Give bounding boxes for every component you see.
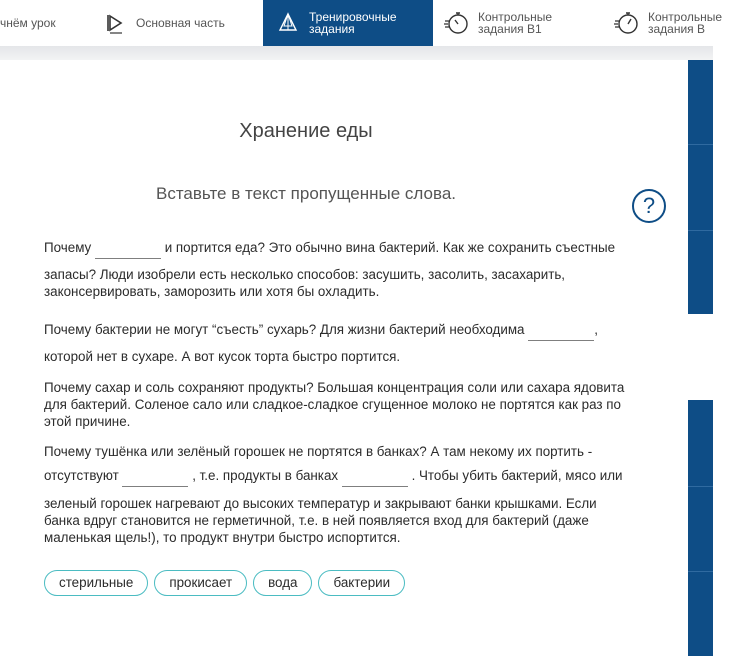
- paragraph-4: [44, 443, 670, 546]
- blank-3[interactable]: [122, 470, 188, 487]
- nav-item-control-b1[interactable]: [446, 0, 606, 46]
- task-instruction: Вставьте в текст пропущенные слова.: [156, 184, 456, 203]
- stopwatch-icon: [616, 12, 638, 34]
- nav-item-label: Контрольные задания В1: [478, 10, 553, 36]
- sidebar-divider: [688, 486, 713, 487]
- text-fragment: и портится еда? Это обычно вина бактерий. Как же сохранить съестные: [164, 240, 616, 255]
- text-line: которой нет в сухаре. А вот кусок торта быстро портится.: [44, 349, 401, 364]
- paragraph-1: [44, 239, 670, 300]
- stopwatch-icon: [446, 12, 468, 34]
- text-line: этой причине.: [44, 414, 131, 429]
- blank-2[interactable]: [528, 324, 594, 341]
- text-line: Почему сахар и соль сохраняют продукты? Большая концентрация соли или сахара ядовита: [44, 380, 625, 395]
- nav-item-label: Контрольные задания В: [648, 10, 723, 36]
- text-fragment: Почему бактерии не могут “съесть” сухарь? Для жизни бактерий необходима: [44, 322, 525, 337]
- sidebar-divider: [688, 230, 713, 231]
- text-line: зеленый горошек нагревают до высоких температур и закрывают банки крышками. Если: [44, 496, 597, 511]
- nav-item-intro[interactable]: [0, 0, 100, 46]
- text-line: законсервировать, заморозить или хотя бы охладить.: [44, 284, 380, 299]
- nav-shadow: [0, 46, 713, 60]
- paragraph-2: [44, 321, 670, 365]
- question-icon: ?: [642, 193, 656, 218]
- text-fragment: . Чтобы убить бактерий, мясо или: [411, 468, 623, 483]
- paragraph-3: [44, 379, 670, 430]
- text-fragment: отсутствуют: [44, 468, 119, 483]
- option-chip[interactable]: стерильные: [44, 570, 148, 596]
- nav-item-label: чнём урок: [0, 16, 56, 30]
- nav-item-control-b2[interactable]: [616, 0, 736, 46]
- text-line: запасы? Люди изобрели есть несколько способов: засушить, засолить, засахарить,: [44, 267, 566, 282]
- text-line: Почему тушёнка или зелёный горошек не портятся в банках? А там некому их портить -: [44, 444, 593, 459]
- answer-options: [44, 570, 405, 596]
- pyramid-icon: [277, 12, 299, 34]
- sidebar-divider: [688, 571, 713, 572]
- sidebar-divider: [688, 144, 713, 145]
- nav-item-label: Тренировочные задания: [309, 10, 397, 36]
- text-fragment: ,: [594, 322, 598, 337]
- text-line: банка вдруг становится не герметичной, т.е. в ней появляется вход для бактерий (даже: [44, 513, 589, 528]
- blank-1[interactable]: [95, 242, 161, 259]
- nav-item-training[interactable]: [263, 0, 433, 46]
- text-fragment: , т.е. продукты в банках: [192, 468, 339, 483]
- sidebar-panel-bottom[interactable]: [688, 400, 713, 656]
- help-button[interactable]: [632, 189, 666, 223]
- option-chip[interactable]: вода: [253, 570, 312, 596]
- text-line: для бактерий. Соленое сало или сладкое-сладкое сгущенное молоко не портятся как раз по: [44, 397, 621, 412]
- task-title: Хранение еды: [239, 120, 373, 142]
- top-navigation: [0, 0, 723, 46]
- nav-item-main-part[interactable]: [104, 0, 263, 46]
- play-icon: [104, 12, 126, 34]
- nav-item-label: Основная часть: [136, 16, 225, 30]
- blank-4[interactable]: [342, 470, 408, 487]
- text-line: маленькая щель!), то продукт внутри быстро испортится.: [44, 530, 401, 545]
- option-chip[interactable]: прокисает: [154, 570, 247, 596]
- text-fragment: Почему: [44, 240, 92, 255]
- sidebar-panel-top[interactable]: [688, 60, 713, 314]
- option-chip[interactable]: бактерии: [318, 570, 405, 596]
